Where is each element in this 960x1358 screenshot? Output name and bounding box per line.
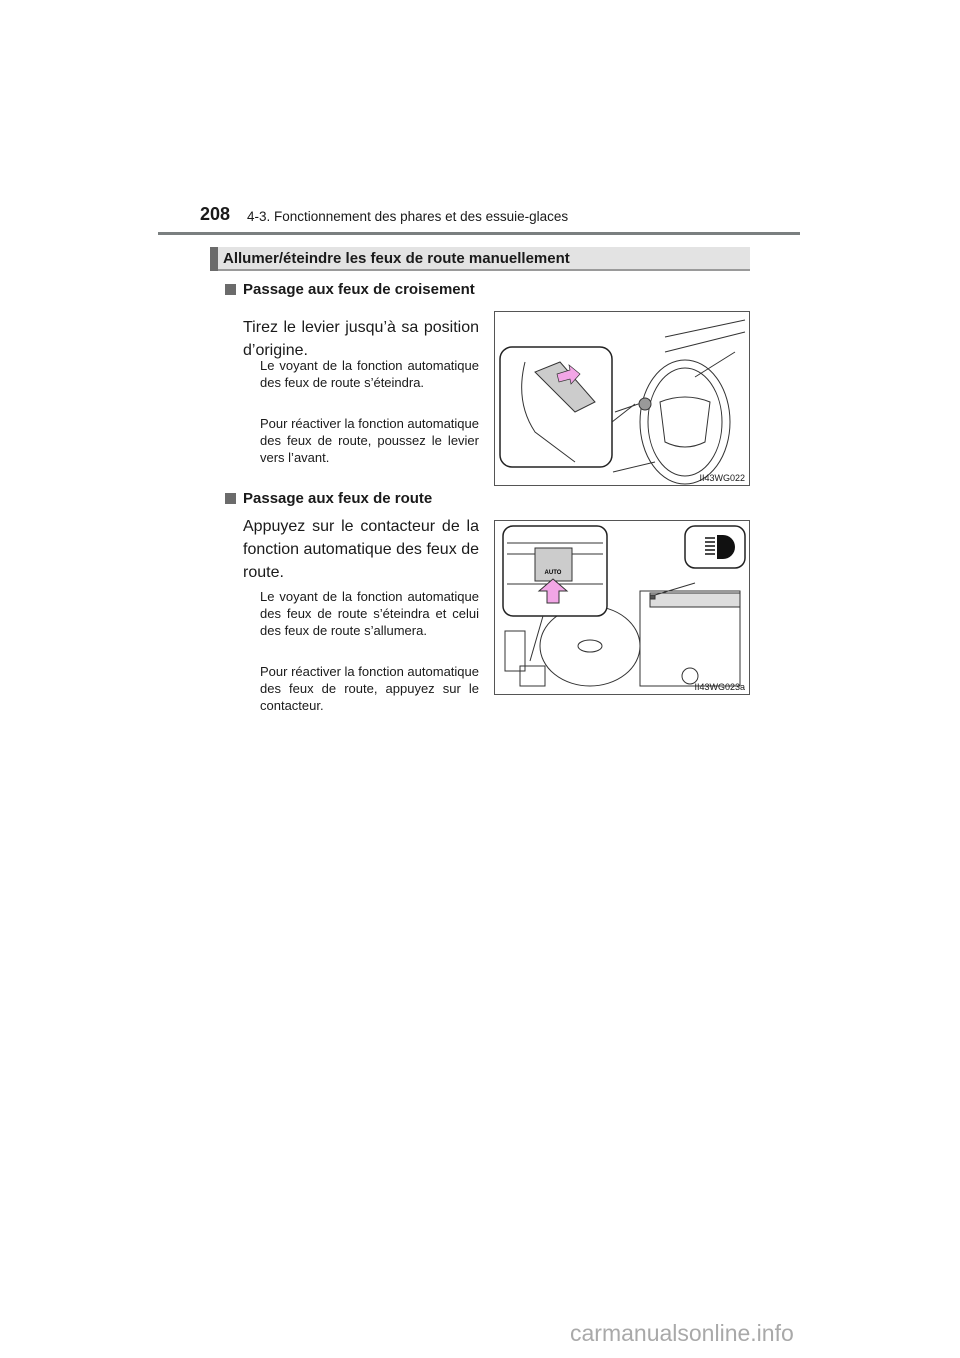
bullet-square-icon [225,284,236,295]
dashboard-illustration [495,521,749,694]
note-text: Le voyant de la fonction automatique des feux de route s’éteindra et celui des feux de route s’allumera. [260,589,479,638]
section-stripe [210,247,218,271]
heading-text: Passage aux feux de croisement [243,281,475,298]
watermark: carmanualsonline.info [570,1320,794,1346]
bullet-square-icon [225,493,236,504]
section-title: Allumer/éteindre les feux de route manuellement [223,250,570,267]
header-rule [158,232,800,235]
figure-code: II43WG023a [694,682,745,692]
page-number: 208 [200,204,231,224]
auto-switch-label: AUTO [544,570,562,576]
figure-code: II43WG022 [699,473,745,483]
instruction-text: Tirez le levier jusqu’à sa position d’origine. [243,319,479,359]
note-text: Le voyant de la fonction automatique des feux de route s’éteindra. [260,358,479,390]
figure-lever [494,311,750,486]
note-text: Pour réactiver la fonction automatique des feux de route, appuyez sur le contacteur. [260,664,479,713]
section-title-bar [210,247,750,271]
heading-text: Passage aux feux de route [243,490,433,507]
lever-illustration [495,312,749,485]
note-text: Pour réactiver la fonction automatique des feux de route, poussez le levier vers l’avant. [260,416,479,465]
chapter-title: 4-3. Fonctionnement des phares et des essuie-glaces [247,209,569,224]
item-heading [243,281,475,298]
instruction-text: Appuyez sur le contacteur de la fonction automatique des feux de route. [243,518,479,581]
item-heading [243,490,432,507]
figure-dashboard [494,520,750,695]
